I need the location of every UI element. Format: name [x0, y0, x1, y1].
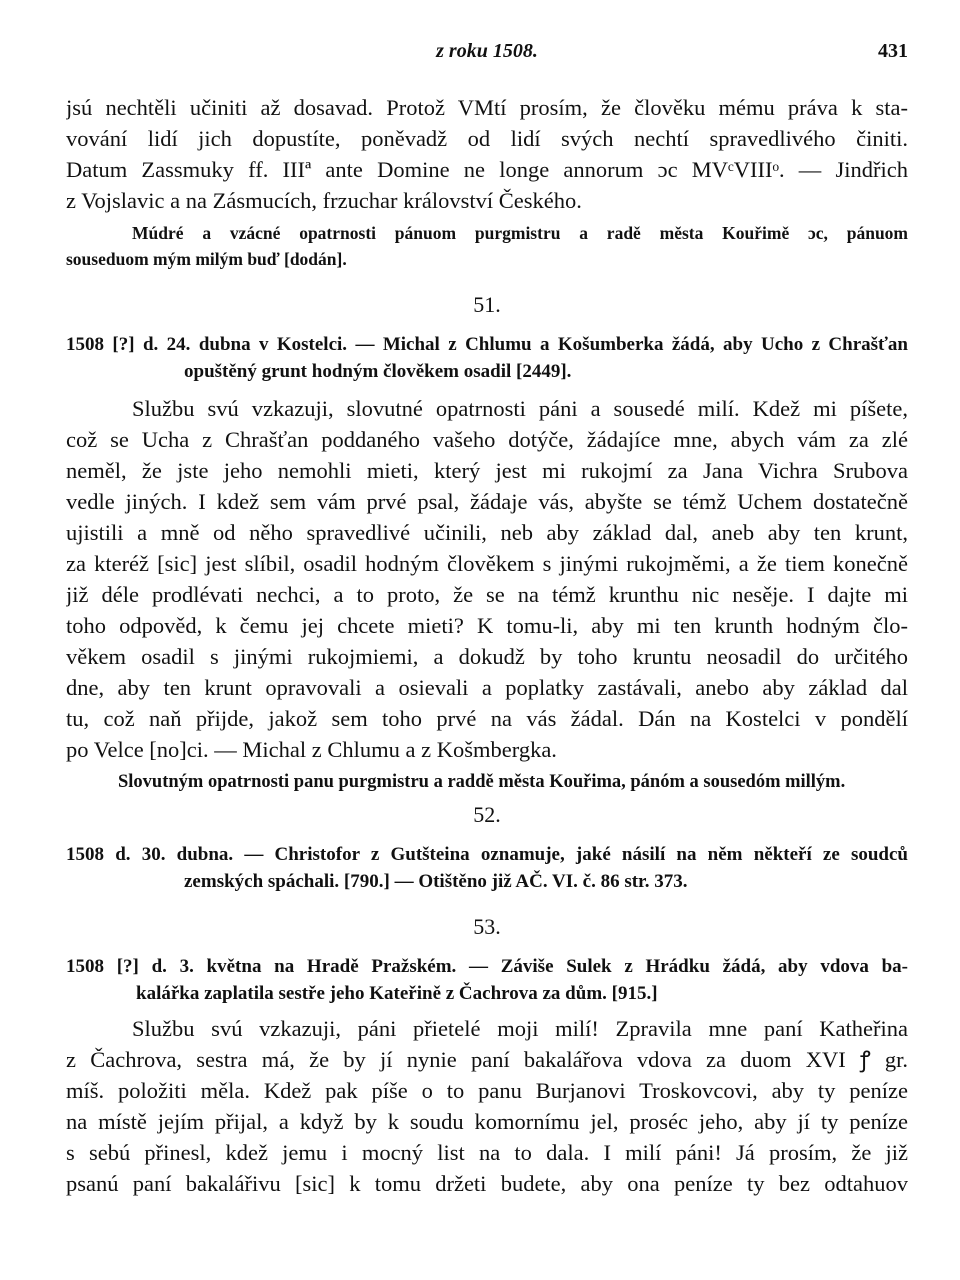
address-line: Slovutným opatrnosti panu purgmistru a raddě města Kouřima, pánóm a sousedóm millým.	[118, 772, 846, 792]
regest-line: zemských spáchali. [790.] — Otištěno již AČ. VI. č. 86 str. 373.	[184, 871, 688, 892]
text-line: Službu svú vzkazuji, páni přietelé moji milí! Zpravila mne paní Katheřina	[132, 1016, 908, 1041]
page-number: 431	[878, 40, 908, 62]
intro-paragraph	[66, 92, 908, 216]
letter-body-51	[66, 393, 908, 765]
page-header	[66, 40, 908, 70]
text-line: ujistili a mně od něho spravedlivé učinili, neb aby základ dal, aneb aby ten krunt,	[66, 520, 908, 545]
text-line: vování lidí jich dopustíte, poněvadž od lidí svých nechtí spravedlivého činiti.	[66, 126, 908, 151]
regest-line: 1508 [?] d. 3. května na Hradě Pražském. — Záviše Sulek z Hrádku žádá, aby vdova ba-	[66, 956, 908, 977]
letter-body-53	[66, 1013, 908, 1199]
text-line: dne, aby ten krunt opravovali a osievali a poplatky zastávali, anebo aby základ dal	[66, 675, 908, 700]
regest-53	[66, 953, 908, 1007]
text-line: toho odpověd, k čemu jej chcete mieti? K tomu-li, aby mi ten krunth hodným člo-	[66, 613, 908, 638]
document-number-52: 52.	[473, 802, 501, 827]
text-line: jsú nechtěli učiniti až dosavad. Protož VMtí prosím, že člověku mému práva k sta-	[66, 95, 908, 120]
text-line: z Vojslavic a na Zásmucích, frzuchar království Českého.	[66, 188, 582, 213]
regest-52	[66, 841, 908, 895]
regest-line: 1508 [?] d. 24. dubna v Kostelci. — Michal z Chlumu a Košumberka žádá, aby Ucho z Chrašťan	[66, 334, 908, 355]
text-line: neměl, že jste jeho nemohli mieti, který jest mi rukojmí za Jana Vichra Srubova	[66, 458, 908, 483]
address-51	[66, 769, 908, 795]
text-line: na místě jejím přijal, a když by k soudu komornímu jel, proséc jeho, aby jí ty peníze	[66, 1109, 908, 1134]
text-line: věkem osadil s jinými rukojmiemi, a dokudž by toho kruntu neosadil do určitého	[66, 644, 908, 669]
text-line: po Velce [no]ci. — Michal z Chlumu a z Košmbergka.	[66, 737, 557, 762]
text-line: což se Ucha z Chrašťan poddaného vašeho dotýče, žádajíce mne, abych vám za zlé	[66, 427, 908, 452]
address-50	[66, 220, 908, 272]
text-line: s sebú přinesl, kdež jemu i mocný list na to dala. I milí páni! Já prosím, že již	[66, 1140, 908, 1165]
regest-line: 1508 d. 30. dubna. — Christofor z Gutšteina oznamuje, jaké násilí na něm někteří ze soudců	[66, 844, 908, 865]
text-line: vedle jiných. I kdež sem vám prvé psal, žádaje vás, abyšte se témž Uchem dostatečně	[66, 489, 908, 514]
address-line: souseduom mým milým buď [dodán].	[66, 249, 347, 269]
running-title: z roku 1508.	[436, 40, 538, 62]
text-line: Datum Zassmuky ff. IIIª ante Domine ne longe annorum ɔc MVᶜVIIIᵒ. — Jindřich	[66, 157, 908, 182]
text-line: za kteréž [sic] jest slíbil, osadil hodným člověkem s jinými rukojměmi, a že tiem konečně	[66, 551, 908, 576]
document-number-51: 51.	[473, 292, 501, 317]
text-line: tu, což naň přijde, jakož sem toho prvé na vás žádal. Dán na Kostelci v pondělí	[66, 706, 908, 731]
text-line: Službu svú vzkazuji, slovutné opatrnosti páni a sousedé milí. Kdež mi píšete,	[132, 396, 908, 421]
text-line: míš. položiti měla. Kdež pak píše o to panu Burjanovi Troskovcovi, aby ty peníze	[66, 1078, 908, 1103]
text-line: již déle prodlévati nechci, a to proto, že se na témž krunthu nic nesěje. I dajte mi	[66, 582, 908, 607]
regest-line: opuštěný grunt hodným člověkem osadil [2449].	[184, 361, 572, 382]
regest-line: kalářka zaplatila sestře jeho Kateřině z Čachrova za dům. [915.]	[136, 983, 658, 1004]
text-line: z Čachrova, sestra má, že by jí nynie paní bakalářova vdova za duom XVI ꝭ gr.	[66, 1047, 908, 1072]
address-line: Múdré a vzácné opatrnosti pánuom purgmistru a radě města Kouřimě ɔc, pánuom	[132, 223, 908, 243]
document-number-53: 53.	[473, 914, 501, 939]
text-line: psanú paní bakalářivu [sic] k tomu držeti budete, aby ona peníze ty bez odtahuov	[66, 1171, 908, 1196]
regest-51	[66, 331, 908, 385]
